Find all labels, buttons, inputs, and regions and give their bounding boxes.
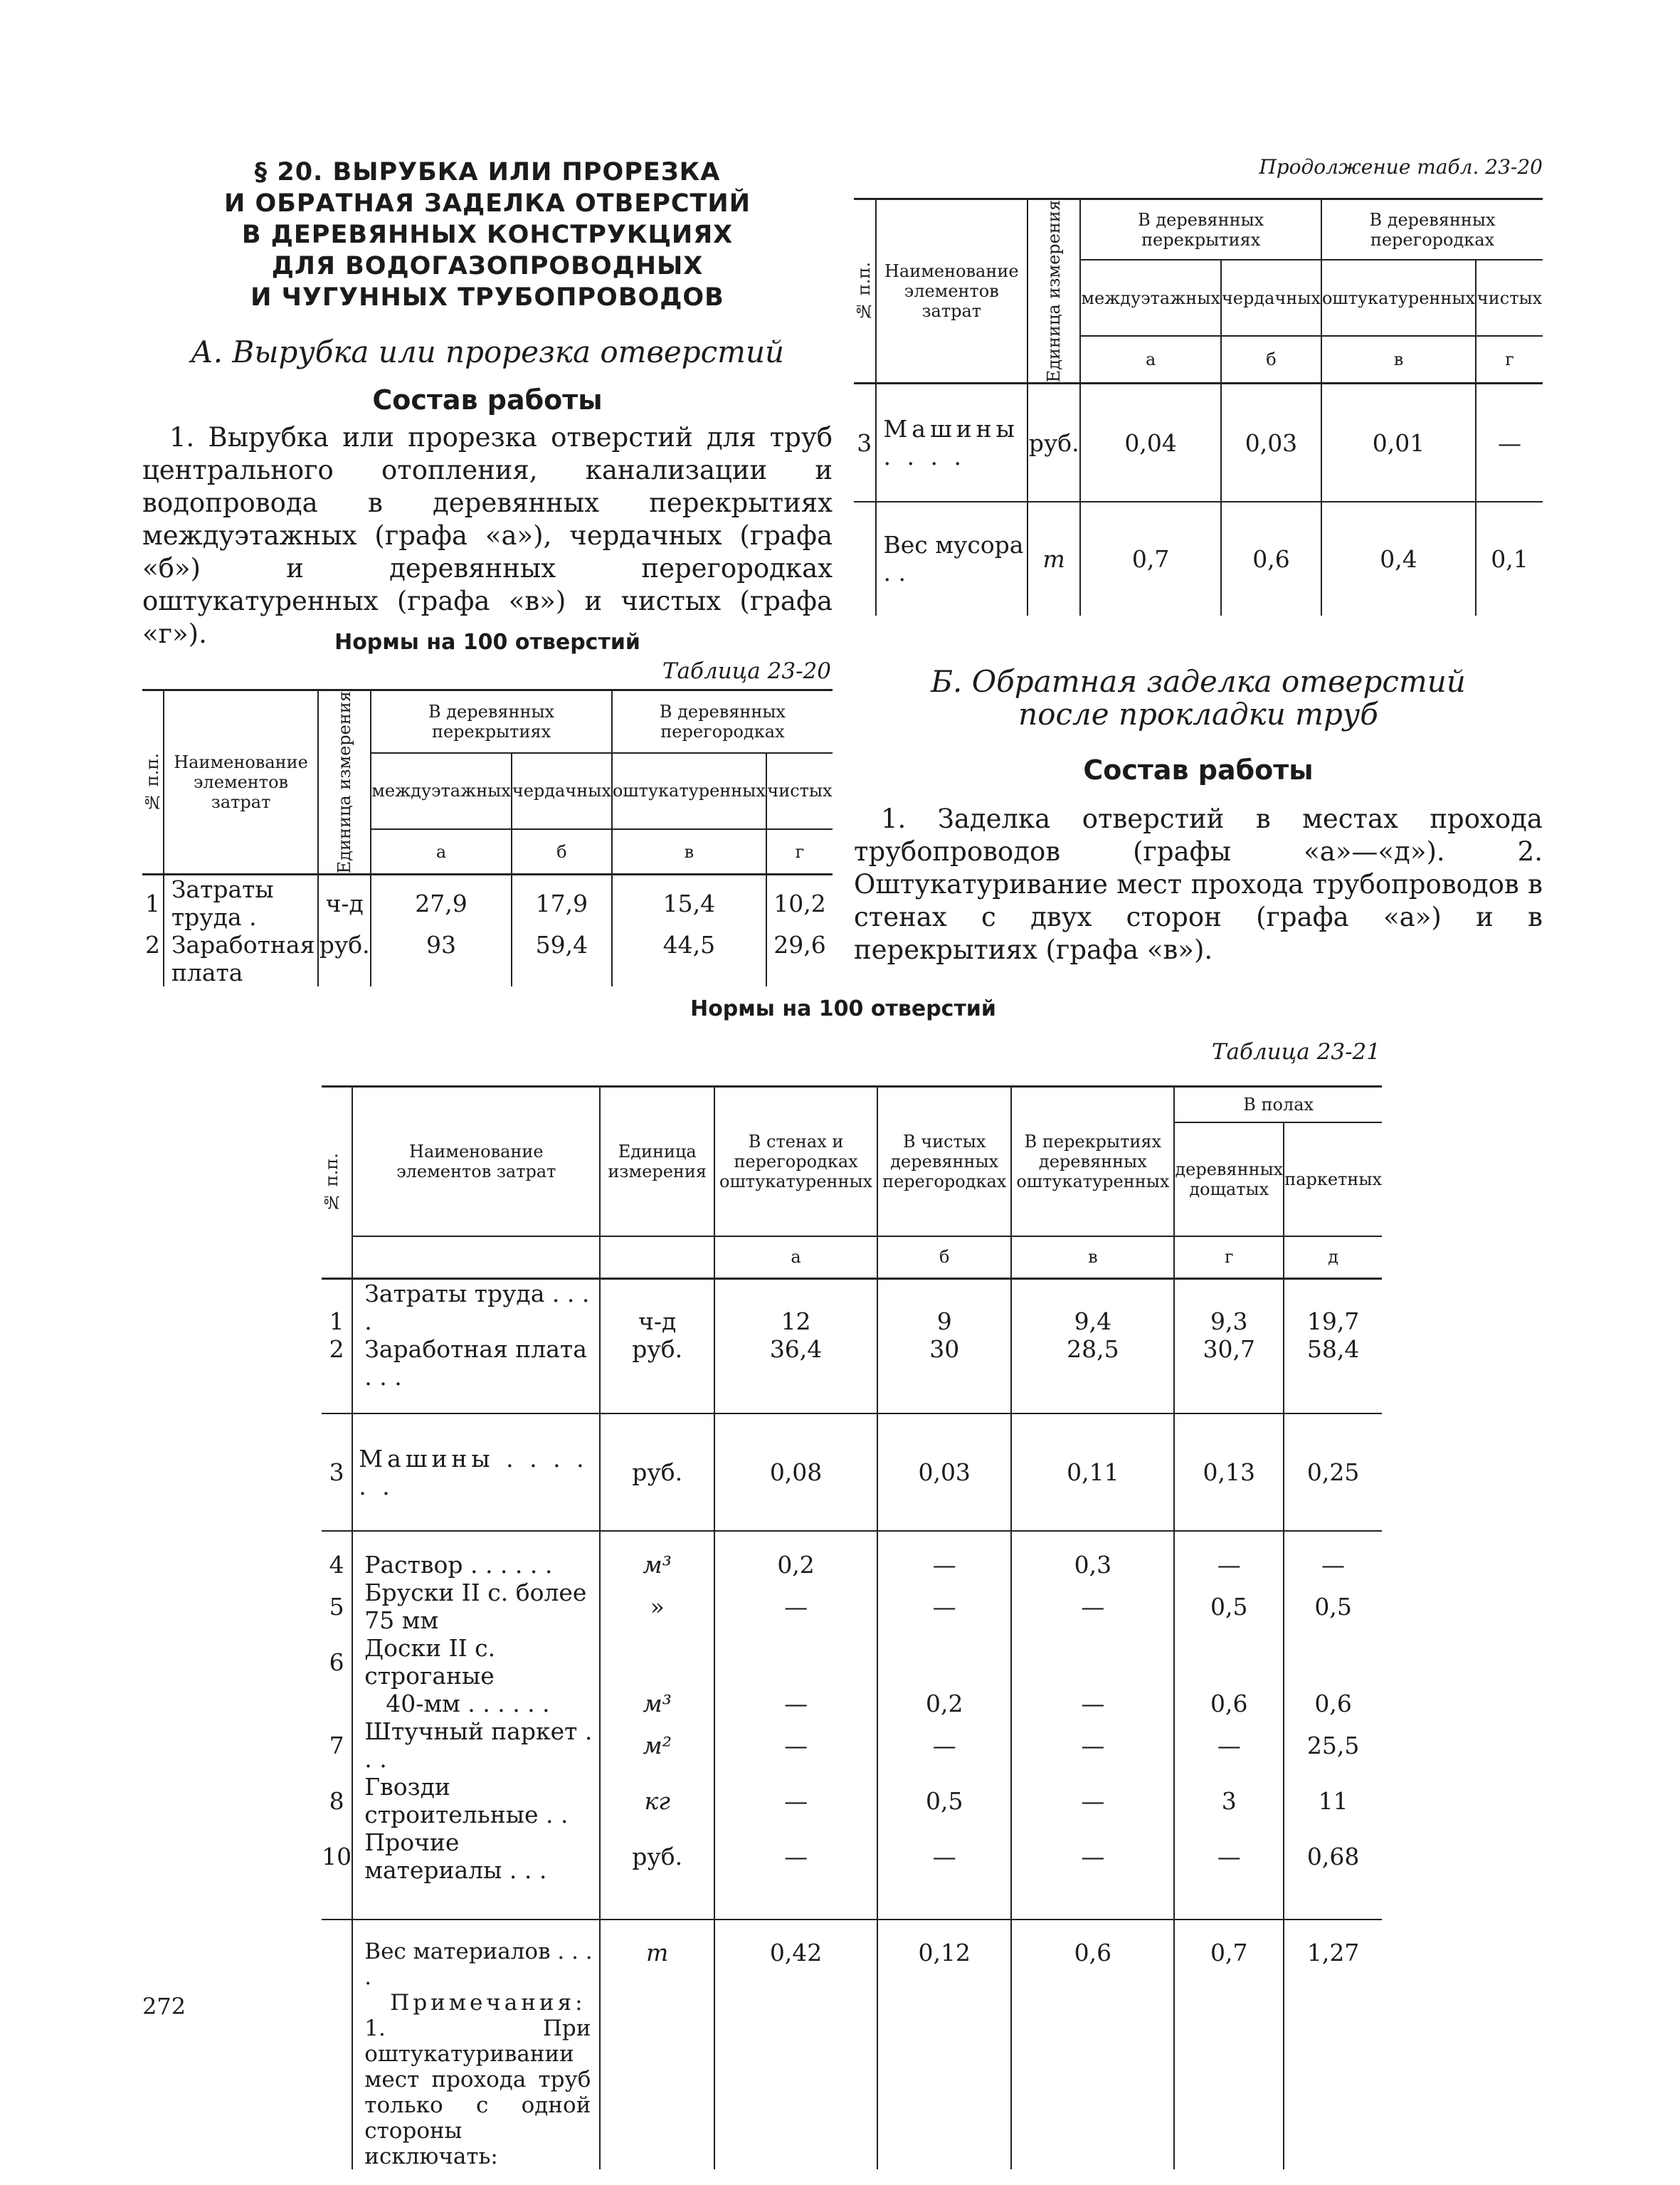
weight-and-notes bbox=[352, 1920, 600, 2169]
header-col-a: В стенах и перегородках оштукатуренных bbox=[714, 1087, 877, 1236]
row-unit: ч-д bbox=[600, 1279, 714, 1336]
col-letter-a: а bbox=[371, 829, 512, 875]
title-line: И ОБРАТНАЯ ЗАДЕЛКА ОТВЕРСТИЙ bbox=[223, 189, 751, 218]
row-a: — bbox=[714, 1690, 877, 1717]
table-row bbox=[854, 384, 1543, 502]
part-b-heading-line: после прокладки труб bbox=[1018, 697, 1378, 732]
row-a: 93 bbox=[371, 931, 512, 986]
row-name: Гвозди строительные . . bbox=[352, 1773, 600, 1828]
row-a: 0,04 bbox=[1080, 384, 1221, 502]
row-a: — bbox=[714, 1717, 877, 1773]
header-name: Наименование элементов затрат bbox=[352, 1087, 600, 1236]
row-num: 2 bbox=[144, 931, 160, 959]
part-b-text: 1. Заделка отверстий в местах прохода трубопроводов (графы «а»—«д»). 2. Оштукатуривание мест прохода трубопроводов в стенах с двух сторон (графа «а») и в перекрытиях (графа «в»). bbox=[854, 804, 1543, 965]
row-g: — bbox=[1174, 1717, 1284, 1773]
row-b bbox=[877, 1634, 1011, 1690]
header-group-partitions: В деревянных перегородках bbox=[1321, 199, 1543, 260]
letter-blank bbox=[600, 1236, 714, 1279]
row-b: — bbox=[877, 1717, 1011, 1773]
row-d: 0,6 bbox=[1284, 1690, 1382, 1717]
row-unit: руб. bbox=[600, 1413, 714, 1531]
table-23-20-continued bbox=[854, 198, 1543, 616]
row-v: 0,3 bbox=[1011, 1551, 1174, 1579]
part-a-work-title: Состав работы bbox=[372, 384, 603, 416]
header-col-b: чердачных bbox=[1221, 260, 1321, 336]
table-row bbox=[322, 1634, 1382, 1690]
row-d: 0,25 bbox=[1284, 1413, 1382, 1531]
row-num: 4 bbox=[329, 1551, 344, 1579]
row-name: Вес мусора . . bbox=[876, 502, 1028, 616]
col-letter-g: г bbox=[766, 829, 833, 875]
row-num: 1 bbox=[329, 1307, 344, 1335]
table-row bbox=[322, 1579, 1382, 1634]
row-name: Машины . . . . . . bbox=[352, 1413, 600, 1531]
letter-blank bbox=[352, 1236, 600, 1279]
row-v: — bbox=[1011, 1828, 1174, 1884]
notes-text: 1. При оштукатуривании мест прохода труб только с одной стороны исключать: bbox=[364, 2016, 591, 2169]
table-row bbox=[322, 1690, 1382, 1717]
row-num: 2 bbox=[329, 1335, 344, 1363]
row-v: 0,4 bbox=[1321, 502, 1476, 616]
row-num: 7 bbox=[329, 1731, 344, 1759]
row-v: 0,01 bbox=[1321, 384, 1476, 502]
row-b: 0,6 bbox=[1221, 502, 1321, 616]
row-num bbox=[854, 502, 876, 616]
table-23-21 bbox=[322, 1085, 1382, 2169]
table-row bbox=[142, 875, 833, 932]
row-a: — bbox=[714, 1773, 877, 1828]
row-unit: кг bbox=[600, 1773, 714, 1828]
row-b: 9 bbox=[877, 1279, 1011, 1336]
row-unit: м³ bbox=[600, 1690, 714, 1717]
row-d: 58,4 bbox=[1284, 1335, 1382, 1413]
row-unit: т bbox=[600, 1920, 714, 2169]
row-b: 0,2 bbox=[877, 1690, 1011, 1717]
notes-title: Примечания: bbox=[390, 1990, 586, 2016]
row-v: 0,6 bbox=[1011, 1920, 1174, 2169]
row-b: — bbox=[877, 1579, 1011, 1634]
row-v: — bbox=[1011, 1773, 1174, 1828]
col-letter-b: б bbox=[512, 829, 612, 875]
row-g: 0,7 bbox=[1174, 1920, 1284, 2169]
row-num: 5 bbox=[329, 1592, 344, 1621]
row-num: 10 bbox=[322, 1842, 352, 1870]
row-b: 0,03 bbox=[1221, 384, 1321, 502]
row-num: 3 bbox=[857, 428, 872, 457]
row-b: — bbox=[877, 1828, 1011, 1884]
header-num: № п.п. bbox=[854, 261, 874, 321]
row-num: 8 bbox=[329, 1786, 344, 1815]
row-d: 25,5 bbox=[1284, 1717, 1382, 1773]
table-continuation-label: Продолжение табл. 23-20 bbox=[1259, 155, 1543, 179]
col-letter-b: б bbox=[877, 1236, 1011, 1279]
row-name: Раствор . . . . . . bbox=[352, 1551, 600, 1579]
col-letter-g: г bbox=[1174, 1236, 1284, 1279]
header-unit: Единица измерения bbox=[1044, 200, 1064, 383]
header-col-a: междуэтажных bbox=[371, 753, 512, 829]
header-col-b: чердачных bbox=[512, 753, 612, 829]
col-letter-g: г bbox=[1476, 336, 1543, 383]
row-g: — bbox=[1174, 1828, 1284, 1884]
row-a: 36,4 bbox=[714, 1335, 877, 1413]
row-a: 0,08 bbox=[714, 1413, 877, 1531]
row-unit bbox=[600, 1634, 714, 1690]
header-col-v: В перекрытиях деревянных оштукатуренных bbox=[1011, 1087, 1174, 1236]
row-g: — bbox=[1476, 384, 1543, 502]
table-row bbox=[322, 1773, 1382, 1828]
row-a: — bbox=[714, 1579, 877, 1634]
row-a: 0,7 bbox=[1080, 502, 1221, 616]
header-col-a: междуэтажных bbox=[1080, 260, 1221, 336]
row-d: 11 bbox=[1284, 1773, 1382, 1828]
row-name: Заработная плата . . . bbox=[352, 1335, 600, 1413]
title-line: В ДЕРЕВЯННЫХ КОНСТРУКЦИЯХ bbox=[241, 221, 734, 249]
page-number: 272 bbox=[142, 1993, 186, 2020]
row-a: 0,2 bbox=[714, 1551, 877, 1579]
row-unit: м³ bbox=[600, 1551, 714, 1579]
row-v: — bbox=[1011, 1717, 1174, 1773]
row-name: Бруски II с. более 75 мм bbox=[352, 1579, 600, 1634]
row-a: 27,9 bbox=[371, 875, 512, 932]
row-g bbox=[1174, 1634, 1284, 1690]
row-name: Вес материалов . . . . bbox=[364, 1939, 593, 1990]
row-unit: руб. bbox=[600, 1335, 714, 1413]
header-num: № п.п. bbox=[322, 1153, 342, 1212]
table-row bbox=[322, 1920, 1382, 2169]
row-g: — bbox=[1174, 1551, 1284, 1579]
header-group-floors: В деревянных перекрытиях bbox=[1080, 199, 1321, 260]
row-name: Машины . . . . bbox=[876, 384, 1028, 502]
col-letter-v: в bbox=[1011, 1236, 1174, 1279]
row-d: 19,7 bbox=[1284, 1279, 1382, 1336]
header-group-partitions: В деревянных перегородках bbox=[612, 690, 833, 753]
row-g: 10,2 bbox=[766, 875, 833, 932]
row-b: 59,4 bbox=[512, 931, 612, 986]
part-b-work-title: Состав работы bbox=[1083, 754, 1314, 786]
row-v bbox=[1011, 1634, 1174, 1690]
row-v: — bbox=[1011, 1579, 1174, 1634]
part-b-heading bbox=[854, 665, 1543, 731]
row-num: 3 bbox=[329, 1458, 344, 1486]
header-unit: Единица измерения bbox=[600, 1087, 714, 1236]
table-row bbox=[854, 502, 1543, 616]
row-name: Доски II с. строганые bbox=[352, 1634, 600, 1690]
row-v: 9,4 bbox=[1011, 1279, 1174, 1336]
row-a: 12 bbox=[714, 1279, 877, 1336]
table-23-20-label: Таблица 23-20 bbox=[662, 658, 831, 684]
title-line: § 20. ВЫРУБКА ИЛИ ПРОРЕЗКА bbox=[254, 158, 721, 186]
row-v: 44,5 bbox=[612, 931, 766, 986]
row-b: 17,9 bbox=[512, 875, 612, 932]
row-name: Заработная плата bbox=[164, 931, 318, 986]
row-v: 28,5 bbox=[1011, 1335, 1174, 1413]
col-letter-v: в bbox=[1321, 336, 1476, 383]
row-a bbox=[714, 1634, 877, 1690]
header-name: Наименование элементов затрат bbox=[876, 199, 1028, 384]
row-name: Штучный паркет . . . bbox=[352, 1717, 600, 1773]
table-23-21-norms: Нормы на 100 отверстий bbox=[690, 996, 996, 1021]
row-unit: » bbox=[600, 1579, 714, 1634]
table-23-20 bbox=[142, 689, 833, 986]
row-g: 0,5 bbox=[1174, 1579, 1284, 1634]
row-name: Затраты труда . . . . bbox=[352, 1279, 600, 1336]
col-letter-d: д bbox=[1284, 1236, 1382, 1279]
header-col-v: оштукатуренных bbox=[612, 753, 766, 829]
row-name: Затраты труда . bbox=[164, 875, 318, 932]
header-col-g: деревянных дощатых bbox=[1174, 1122, 1284, 1236]
row-g: 0,6 bbox=[1174, 1690, 1284, 1717]
row-b: 0,03 bbox=[877, 1413, 1011, 1531]
row-g: 3 bbox=[1174, 1773, 1284, 1828]
row-d: 0,5 bbox=[1284, 1579, 1382, 1634]
table-row bbox=[322, 1551, 1382, 1579]
row-d: 1,27 bbox=[1284, 1920, 1382, 2169]
row-d: — bbox=[1284, 1551, 1382, 1579]
title-line: ДЛЯ ВОДОГАЗОПРОВОДНЫХ bbox=[271, 252, 704, 280]
header-col-g: чистых bbox=[1476, 260, 1543, 336]
row-unit: ч-д bbox=[318, 875, 371, 932]
row-g: 0,13 bbox=[1174, 1413, 1284, 1531]
row-unit: т bbox=[1027, 502, 1080, 616]
row-unit: руб. bbox=[600, 1828, 714, 1884]
header-num: № п.п. bbox=[142, 752, 162, 812]
part-a-text: 1. Вырубка или прорезка отверстий для труб центрального отопления, канализации и водопровода в деревянных перекрытиях междуэтажных (графа «а»), чердачных (графа «б») и деревянных перегородках оштукатуренных (графа «в») и чистых (графа «г»). bbox=[142, 422, 833, 649]
header-group-floors: В деревянных перекрытиях bbox=[371, 690, 612, 753]
row-num: 6 bbox=[329, 1648, 344, 1676]
row-g: 30,7 bbox=[1174, 1335, 1284, 1413]
col-letter-v: в bbox=[612, 829, 766, 875]
row-name: 40-мм . . . . . . bbox=[352, 1690, 600, 1717]
header-name: Наименование элементов затрат bbox=[164, 690, 318, 875]
section-title bbox=[142, 157, 833, 313]
table-row bbox=[322, 1413, 1382, 1531]
table-row bbox=[322, 1335, 1382, 1413]
row-name: Прочие материалы . . . bbox=[352, 1828, 600, 1884]
row-d bbox=[1284, 1634, 1382, 1690]
row-a: 0,42 bbox=[714, 1920, 877, 2169]
col-letter-a: а bbox=[1080, 336, 1221, 383]
col-letter-a: а bbox=[714, 1236, 877, 1279]
row-b: — bbox=[877, 1551, 1011, 1579]
header-unit: Единица измерения bbox=[334, 691, 355, 874]
row-g: 29,6 bbox=[766, 931, 833, 986]
table-row bbox=[322, 1828, 1382, 1884]
row-g: 9,3 bbox=[1174, 1279, 1284, 1336]
row-b: 0,12 bbox=[877, 1920, 1011, 2169]
table-row bbox=[322, 1279, 1382, 1336]
row-b: 0,5 bbox=[877, 1773, 1011, 1828]
row-v: 15,4 bbox=[612, 875, 766, 932]
row-a: — bbox=[714, 1828, 877, 1884]
title-line: И ЧУГУННЫХ ТРУБОПРОВОДОВ bbox=[250, 283, 724, 312]
header-col-v: оштукатуренных bbox=[1321, 260, 1476, 336]
row-b: 30 bbox=[877, 1335, 1011, 1413]
part-a-norms: Нормы на 100 отверстий bbox=[334, 630, 640, 655]
row-g: 0,1 bbox=[1476, 502, 1543, 616]
header-col-d: паркетных bbox=[1284, 1122, 1382, 1236]
table-row bbox=[142, 931, 833, 986]
header-col-g: чистых bbox=[766, 753, 833, 829]
row-num bbox=[322, 1690, 352, 1717]
table-23-21-label: Таблица 23-21 bbox=[1211, 1039, 1380, 1065]
header-col-b: В чистых деревянных перегородках bbox=[877, 1087, 1011, 1236]
row-unit: руб. bbox=[1027, 384, 1080, 502]
row-d: 0,68 bbox=[1284, 1828, 1382, 1884]
row-unit: руб. bbox=[318, 931, 371, 986]
header-group-floors: В полах bbox=[1174, 1087, 1382, 1122]
table-row bbox=[322, 1717, 1382, 1773]
row-unit: м² bbox=[600, 1717, 714, 1773]
row-v: 0,11 bbox=[1011, 1413, 1174, 1531]
row-num: 1 bbox=[144, 889, 160, 917]
part-a-heading: А. Вырубка или прорезка отверстий bbox=[190, 335, 785, 369]
col-letter-b: б bbox=[1221, 336, 1321, 383]
row-v: — bbox=[1011, 1690, 1174, 1717]
part-b-heading-line: Б. Обратная заделка отверстий bbox=[931, 664, 1466, 699]
